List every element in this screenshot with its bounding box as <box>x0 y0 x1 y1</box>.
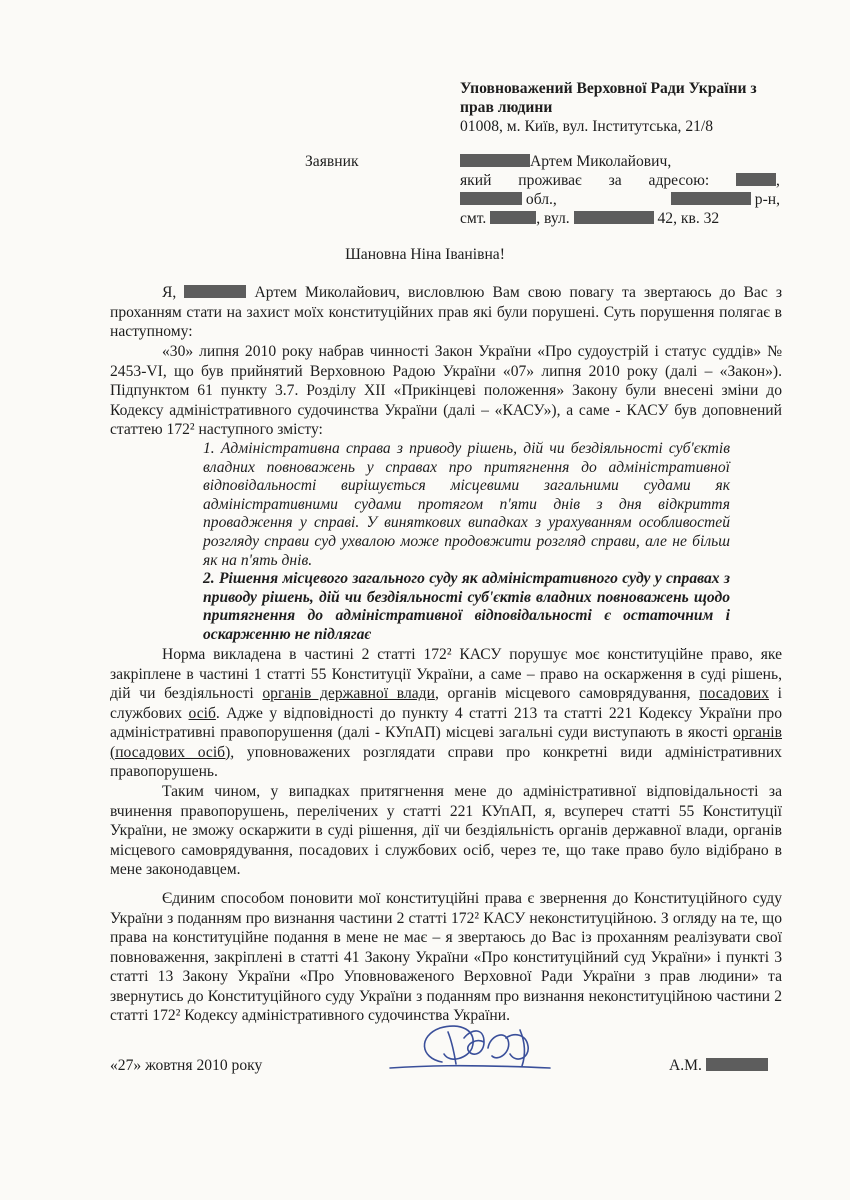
p3-part-b: , органів місцевого самоврядування, <box>434 685 700 702</box>
recipient-title-line2: прав людини <box>460 99 553 116</box>
p3-part-d: . Адже у відповідності до пункту 4 статті 213 та статті 221 Кодексу України про адміністративні правопорушення (далі - КУпАП) місцеві загальні суди виступають в якості <box>110 704 782 741</box>
paragraph-1 <box>110 283 782 342</box>
word-address: адресою: <box>648 172 710 189</box>
p1-rest: Артем Миколайович, висловлюю Вам свою повагу та звертаюсь до Вас з проханням стати на захист моїх конституційних прав які були порушені. Суть порушення полягає в наступному: <box>110 284 782 340</box>
recipient-address: 01008, м. Київ, вул. Інститутська, 21/8 <box>460 118 714 135</box>
paragraph-2: «30» липня 2010 року набрав чинності Закон України «Про судоустрій і статус суддів» № 2453-VI, що був прийнятий Верховною Радою України «07» липня 2010 року (далі – «Закон»). Підпунктом 61 пункту 3.7. Розділу XII «Прикінцеві положення» Закону були внесені зміни до Кодексу адміністративного судочинства України (далі – «КАСУ»), а саме - КАСУ був доповнений статтею 172² наступного змісту: <box>110 343 782 438</box>
p3-part-e: , уповноважених розглядати справи про конкретні види адміністративних правопорушень. <box>110 743 782 780</box>
redacted-index <box>736 173 776 186</box>
signer-initials-line <box>669 1056 768 1076</box>
quote-1: 1. Адміністративна справа з приводу рішень, дій чи бездіяльності суб'єктів владних повноважень у справах про притягнення до адміністративної відповідальності вирішується місцевими загальними судами як адміністративними судами протягом п'яти днів з дня відкриття провадження у справі. У виняткових випадках з урахуванням особливостей розгляду справи суд ухвалою може продовжити розгляд справи, але не більш як на п'ять днів. <box>203 440 730 569</box>
applicant-label: Заявник <box>305 153 359 170</box>
p3-part-a: Норма викладена в частині 2 статті 172² КАСУ порушує моє конституційне право, яке закріплене в частині 1 статті 55 Конституції України, а саме – право на оскарження в суді рішень, дій чи бездіяльності <box>110 646 782 702</box>
p3-part-c: і службових <box>110 685 782 722</box>
district-label: р-н, <box>754 191 780 208</box>
street-prefix: , вул. <box>536 210 570 227</box>
applicant-name: Артем Миколайович, <box>530 153 672 170</box>
signer-initials: А.М. <box>669 1057 702 1074</box>
p1-start: Я, <box>162 284 177 301</box>
p3-underline-officials: посадових <box>699 685 770 702</box>
redacted-town <box>490 211 536 224</box>
quote-2: 2. Рішення місцевого загального суду як адміністративного суду у справах з приводу рішень, дій чи бездіяльності суб'єктів владних повноважень щодо притягнення до адміністративної відповідальності є остаточним і оскарженню не підлягає <box>203 570 730 643</box>
word-lives: проживає <box>518 172 582 189</box>
applicant-name-line <box>460 152 671 172</box>
redacted-street <box>574 211 654 224</box>
word-at: за <box>608 172 622 189</box>
letter-date: «27» жовтня 2010 року <box>110 1057 263 1074</box>
word-which: який <box>460 172 492 189</box>
p3-underline-authorities: органів державної влади <box>262 685 435 702</box>
paragraph-3 <box>110 645 782 782</box>
p3-underline-persons: осіб <box>188 704 216 722</box>
redacted-surname-3 <box>706 1058 768 1071</box>
applicant-address-line3 <box>460 209 719 229</box>
house-number: 42, кв. 32 <box>657 210 720 227</box>
address-comma: , <box>776 172 780 189</box>
redacted-region <box>460 192 522 205</box>
redacted-surname-2 <box>184 285 246 298</box>
region-label: обл., <box>525 191 557 208</box>
signature-icon <box>380 1018 570 1080</box>
redacted-district <box>671 192 751 205</box>
salutation: Шановна Ніна Іванівна! <box>345 246 505 263</box>
recipient-title-line1: Уповноважений Верховної Ради України з <box>460 80 757 97</box>
paragraph-5: Єдиним способом поновити мої конституційні права є звернення до Конституційного суду України з поданням про визнання частини 2 статті 172² КАСУ неконституційною. З огляду на те, що права на конституційне подання в мене не має – я звертаюсь до Вас із проханням реалізувати свої повноваження, закріплені в статті 41 Закону України «Про конституційний суд України» і пункті 3 статті 13 Закону України «Про Уповноваженого Верховної Ради України з прав людини» та звернутись до Конституційного суду України з поданням про визнання неконституційною частини 2 статті 172² Кодексу адміністративного судочинства України. <box>110 890 782 1024</box>
p3-underline-bodies: органів (посадових осіб) <box>110 724 782 761</box>
redacted-surname <box>460 154 530 167</box>
applicant-address-line2 <box>460 190 780 210</box>
paragraph-4: Таким чином, у випадках притягнення мене до адміністративної відповідальності за вчинення правопорушень, перелічених у статті 221 КУпАП, я, всупереч статті 55 Конституції України, не зможу оскаржити в суді рішення, дії чи бездіяльність органів державної влади, органів місцевого самоврядування, посадових і службових осіб, через те, що таке право було відібрано в мене законодавцем. <box>110 783 782 878</box>
applicant-address-line1 <box>460 171 780 191</box>
town-prefix: смт. <box>460 210 487 227</box>
